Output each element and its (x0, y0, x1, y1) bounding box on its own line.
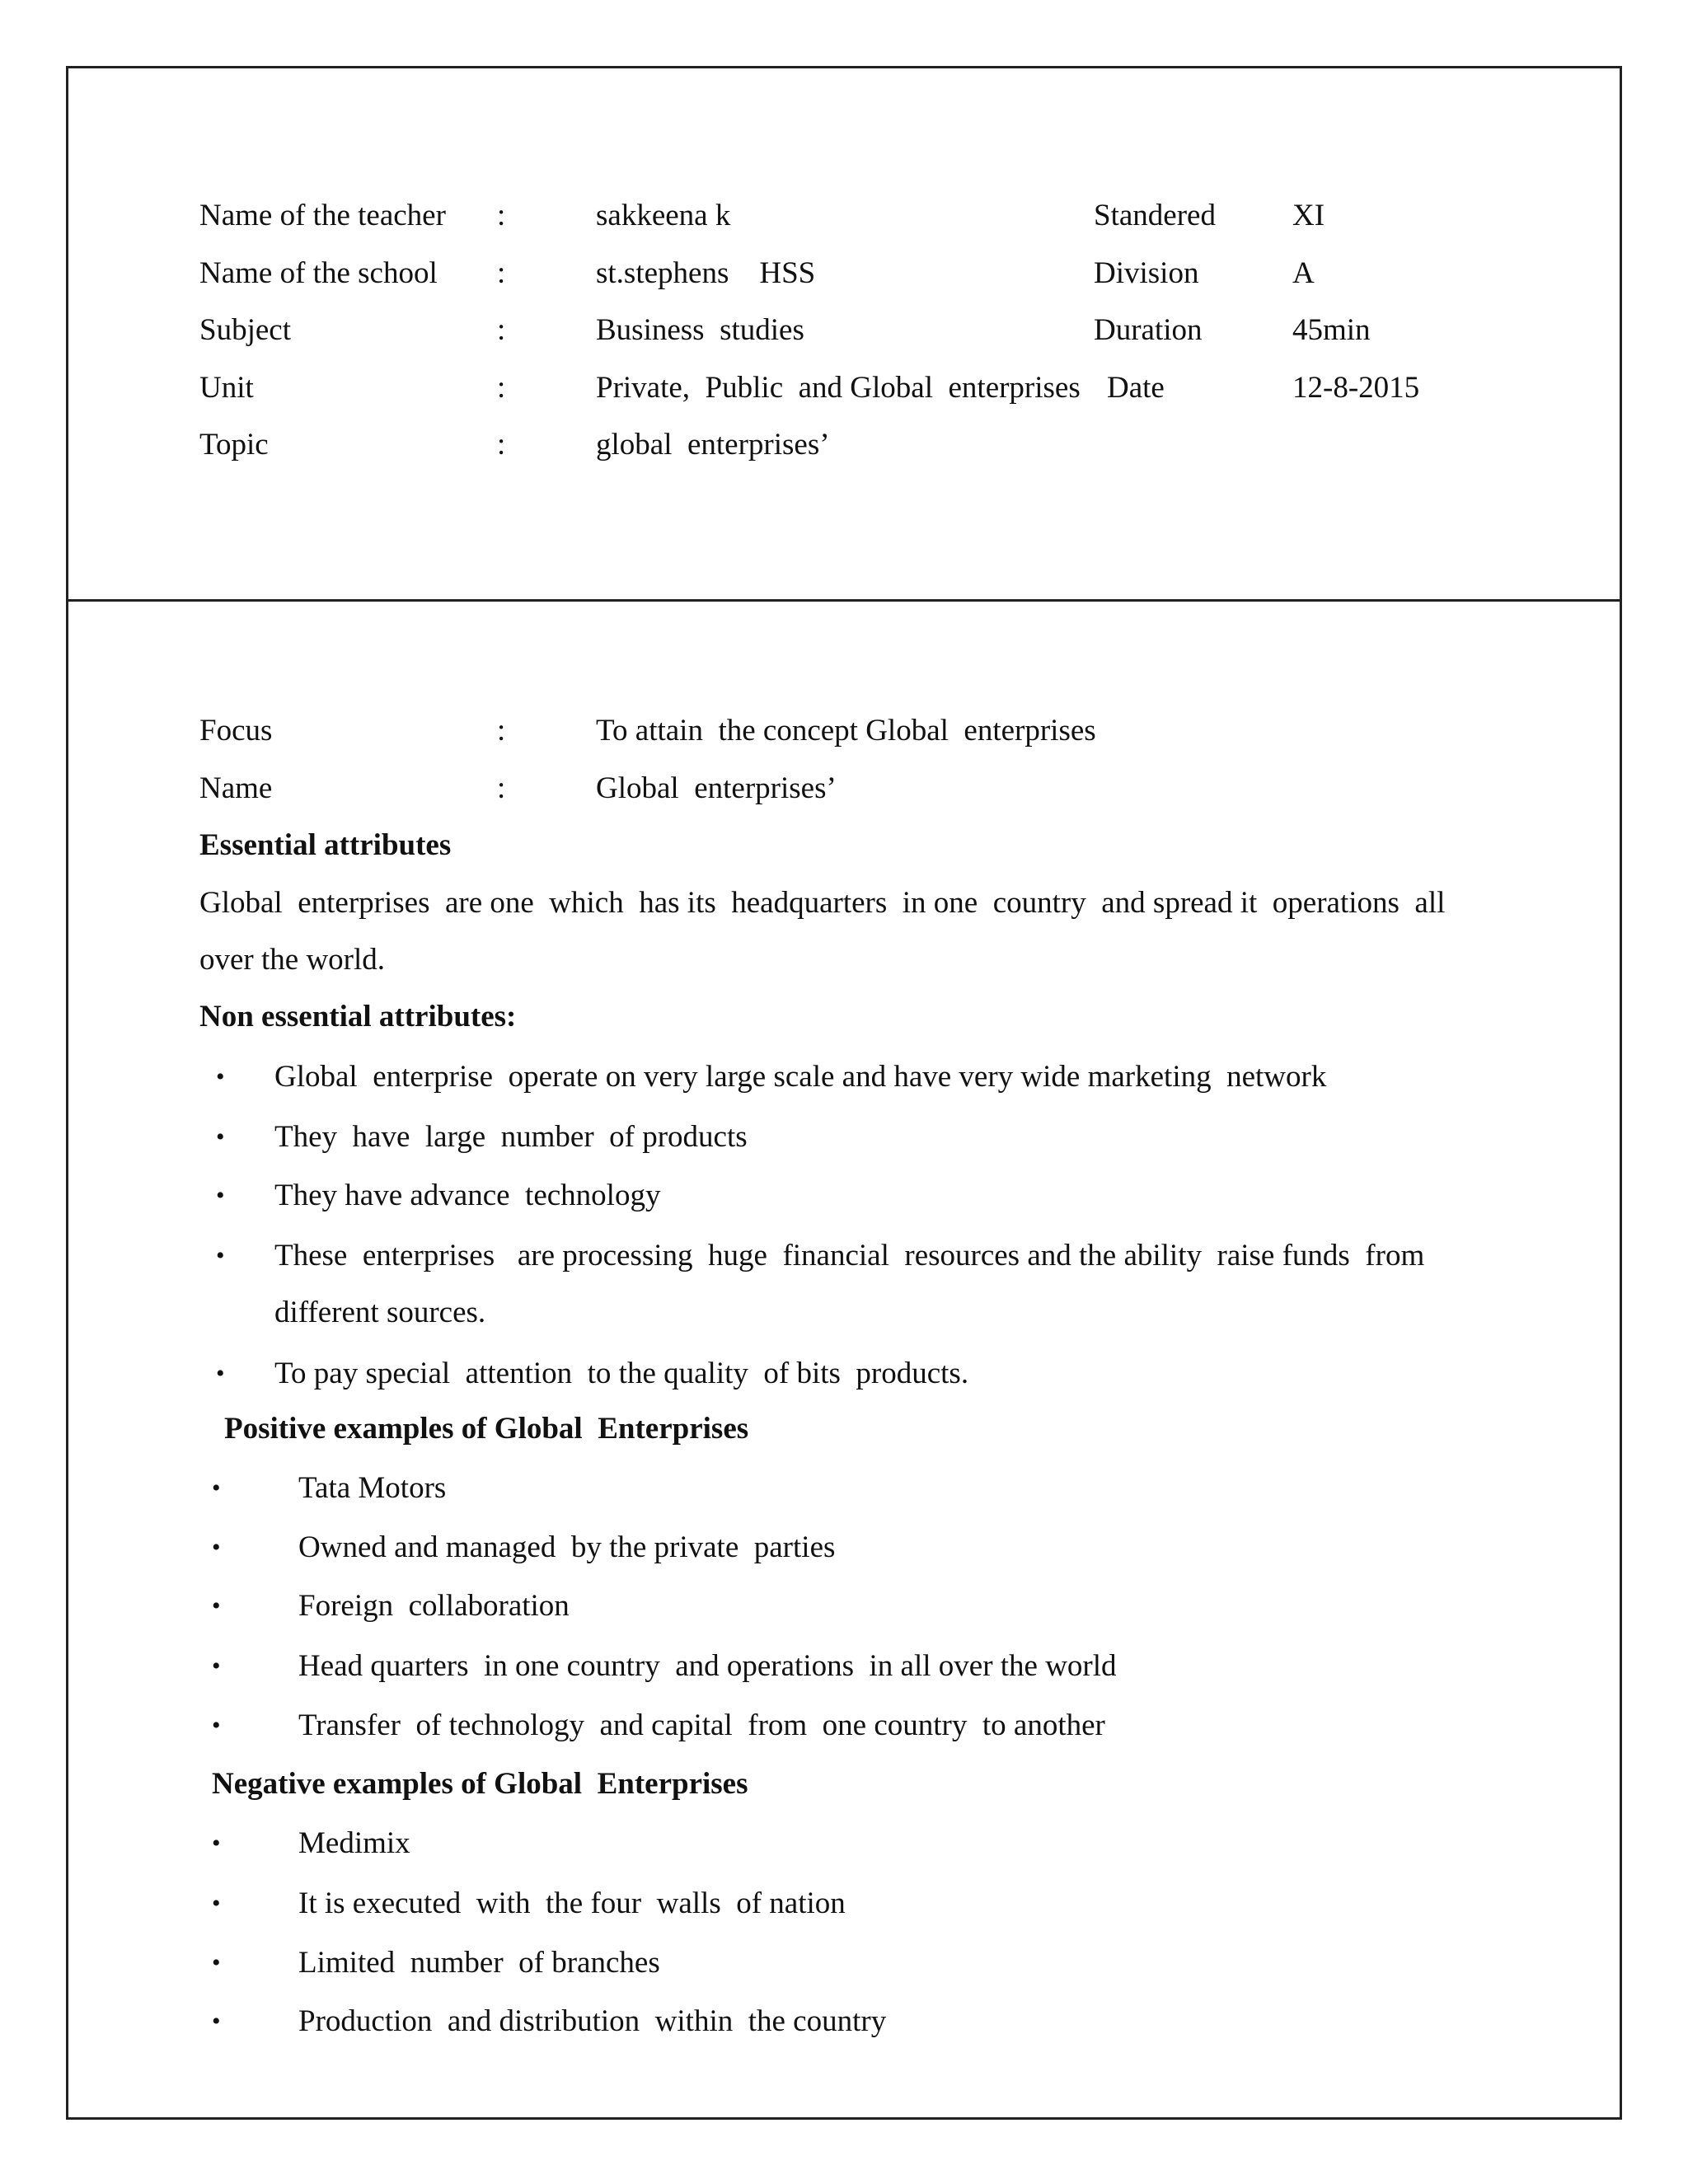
sep: : (497, 313, 506, 347)
bullet-icon: • (212, 2008, 221, 2035)
negative-heading: Negative examples of Global Enterprises (212, 1767, 748, 1801)
positive-text: Owned and managed by the private parties (298, 1530, 836, 1564)
non-essential-heading: Non essential attributes: (199, 1000, 517, 1033)
negative-text: Limited number of branches (298, 1946, 660, 1980)
name-value: Global enterprises’ (596, 771, 837, 805)
positive-text: Tata Motors (298, 1471, 447, 1505)
bullet-icon: • (212, 1534, 221, 1561)
positive-text: Foreign collaboration (298, 1589, 570, 1623)
positive-text: Head quarters in one country and operations in all over the world (298, 1649, 1117, 1683)
label-teacher: Name of the teacher (199, 199, 446, 232)
positive-text: Transfer of technology and capital from one country to another (298, 1708, 1105, 1742)
label-unit: Unit (199, 371, 254, 405)
section-divider (66, 599, 1622, 602)
sep: : (497, 714, 506, 748)
label-standard: Standered (1094, 199, 1216, 232)
non-essential-text: Global enterprise operate on very large scale and have very wide marketing network (274, 1060, 1327, 1094)
positive-item (0, 1586, 1688, 1627)
positive-item (0, 1527, 1688, 1568)
non-essential-text: They have large number of products (274, 1120, 748, 1154)
bullet-icon: • (212, 1652, 221, 1680)
focus-label: Focus (199, 714, 273, 748)
bullet-icon: • (212, 1712, 221, 1739)
name-label: Name (199, 771, 273, 805)
bullet-icon: • (212, 1830, 221, 1857)
label-topic: Topic (199, 428, 269, 462)
label-school: Name of the school (199, 256, 438, 290)
negative-text: Medimix (298, 1826, 410, 1860)
sep: : (497, 371, 506, 405)
label-division: Division (1094, 256, 1199, 290)
header-row-unit (0, 368, 1688, 409)
value-school: st.stephens HSS (596, 256, 816, 290)
value-standard: XI (1292, 199, 1325, 232)
name-row (0, 768, 1688, 809)
essential-line-1: Global enterprises are one which has its headquarters in one country and spread it operations all (199, 886, 1446, 920)
sep: : (497, 771, 506, 805)
non-essential-item (0, 1057, 1688, 1098)
label-duration: Duration (1094, 313, 1203, 347)
essential-heading: Essential attributes (199, 828, 452, 862)
bullet-icon: • (212, 1890, 221, 1917)
non-essential-text: These enterprises are processing huge financial resources and the ability raise funds from (274, 1239, 1425, 1272)
negative-item (0, 1883, 1688, 1924)
bullet-icon: • (216, 1182, 225, 1209)
essential-line-2: over the world. (199, 943, 386, 977)
non-essential-text: different sources. (274, 1296, 486, 1329)
positive-item (0, 1646, 1688, 1687)
negative-text: Production and distribution within the country (298, 2004, 887, 2038)
negative-item (0, 1823, 1688, 1864)
sep: : (497, 199, 506, 232)
value-date: 12-8-2015 (1292, 371, 1420, 405)
sep: : (497, 256, 506, 290)
bullet-icon: • (212, 1592, 221, 1619)
bullet-icon: • (212, 1949, 221, 1976)
bullet-icon: • (216, 1123, 225, 1151)
label-subject: Subject (199, 313, 291, 347)
value-division: A (1292, 256, 1315, 290)
value-duration: 45min (1292, 313, 1371, 347)
bullet-icon: • (216, 1360, 225, 1387)
value-subject: Business studies (596, 313, 804, 347)
negative-item (0, 1943, 1688, 1984)
header-row-subject (0, 310, 1688, 351)
positive-item (0, 1468, 1688, 1509)
bullet-icon: • (212, 1474, 221, 1502)
value-unit: Private, Public and Global enterprises (596, 371, 1081, 405)
bullet-icon: • (216, 1063, 225, 1090)
header-row-school (0, 253, 1688, 294)
non-essential-text: They have advance technology (274, 1179, 661, 1212)
positive-item (0, 1705, 1688, 1746)
negative-text: It is executed with the four walls of nation (298, 1886, 846, 1920)
label-date: Date (1107, 371, 1165, 405)
non-essential-item (0, 1117, 1688, 1158)
focus-value: To attain the concept Global enterprises (596, 714, 1096, 748)
header-row-teacher (0, 195, 1688, 237)
bullet-icon: • (216, 1242, 225, 1269)
non-essential-text: To pay special attention to the quality of bits products. (274, 1357, 969, 1390)
non-essential-item (0, 1235, 1688, 1277)
positive-heading: Positive examples of Global Enterprises (224, 1412, 749, 1446)
non-essential-item (0, 1175, 1688, 1216)
value-teacher: sakkeena k (596, 199, 731, 232)
focus-row (0, 710, 1688, 752)
sep: : (497, 428, 506, 462)
value-topic: global enterprises’ (596, 428, 830, 462)
non-essential-item (0, 1353, 1688, 1394)
header-row-topic (0, 424, 1688, 466)
negative-item (0, 2001, 1688, 2042)
non-essential-continuation (0, 1292, 1688, 1333)
